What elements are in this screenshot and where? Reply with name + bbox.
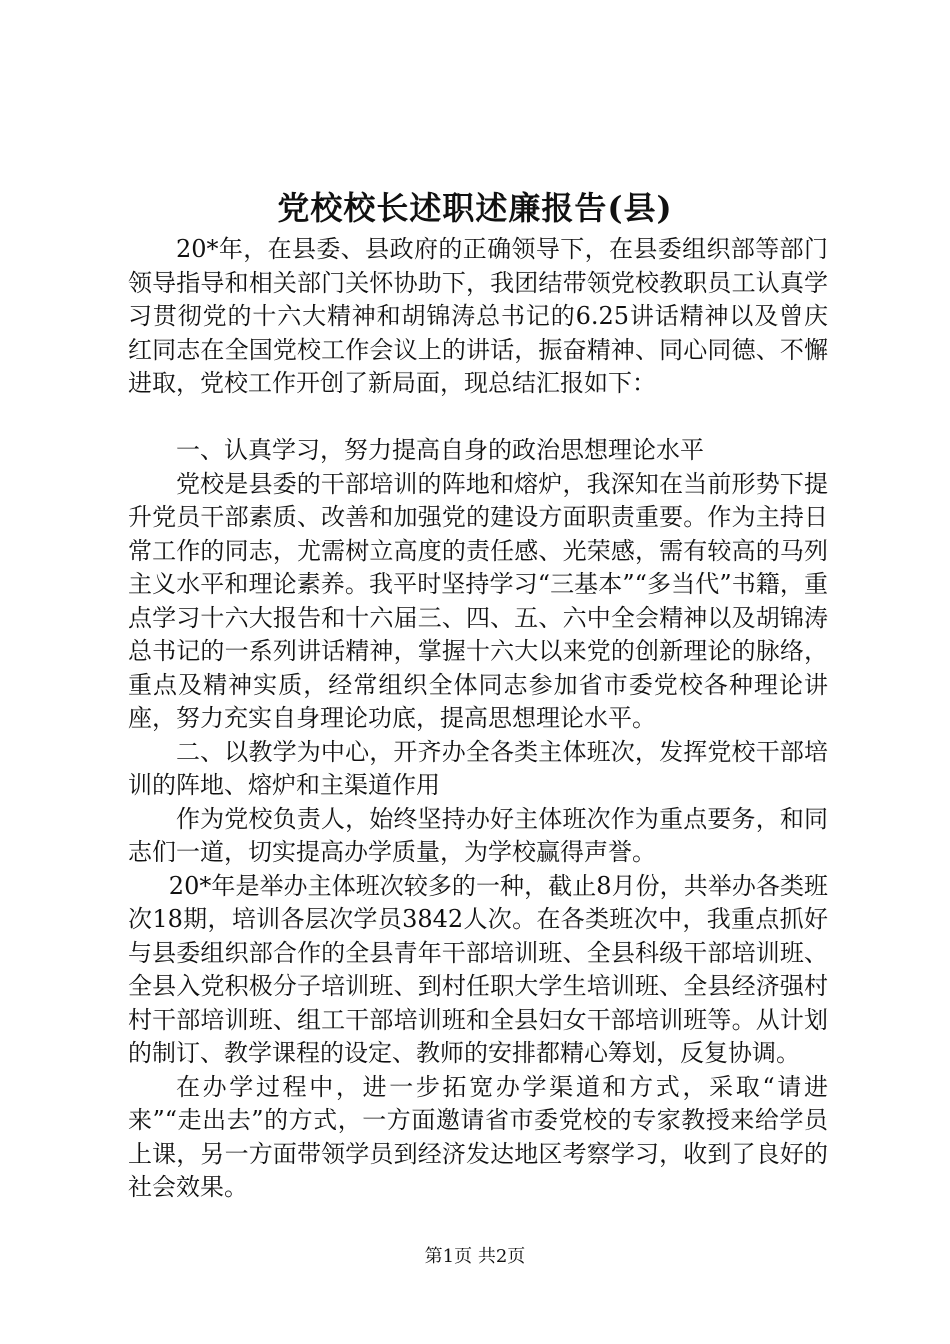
section-2-paragraph-1: 作为党校负责人，始终坚持办好主体班次作为重点要务，和同志们一道，切实提高办学质量，为学校赢得声誉。	[128, 804, 828, 866]
section-heading-2: 二、以教学为中心，开齐办全各类主体班次，发挥党校干部培训的阵地、熔炉和主渠道作用	[128, 737, 828, 799]
page-number-footer: 第1页 共2页	[424, 1246, 526, 1267]
intro-paragraph: 20*年，在县委、县政府的正确领导下，在县委组织部等部门领导指导和相关部门关怀协助下，我团结带领党校教职员工认真学习贯彻党的十六大精神和胡锦涛总书记的6.25讲话精神以及曾庆红同志在全国党校工作会议上的讲话，振奋精神、同心同德、不懈进取，党校工作开创了新局面，现总结汇报如下：	[128, 235, 828, 397]
document-body	[128, 233, 828, 1205]
document-title: 党校校长述职述廉报告(县)	[277, 189, 673, 227]
section-1-paragraph: 党校是县委的干部培训的阵地和熔炉，我深知在当前形势下提升党员干部素质、改善和加强党的建设方面职责重要。作为主持日常工作的同志，尤需树立高度的责任感、光荣感，需有较高的马列主义水平和理论素养。我平时坚持学习“三基本”“多当代”书籍，重点学习十六大报告和十六届三、四、五、六中全会精神以及胡锦涛总书记的一系列讲话精神，掌握十六大以来党的创新理论的脉络，重点及精神实质，经常组织全体同志参加省市委党校各种理论讲座，努力充实自身理论功底，提高思想理论水平。	[128, 469, 828, 732]
section-heading-1: 一、认真学习，努力提高自身的政治思想理论水平	[176, 436, 704, 464]
section-2-paragraph-3: 在办学过程中，进一步拓宽办学渠道和方式，采取“请进来”“走出去”的方式，一方面邀请省市委党校的专家教授来给学员上课，另一方面带领学员到经济发达地区考察学习，收到了良好的社会效果。	[128, 1072, 828, 1201]
section-2-paragraph-2: 20*年是举办主体班次较多的一种，截止8月份，共举办各类班次18期，培训各层次学员3842人次。在各类班次中，我重点抓好与县委组织部合作的全县青年干部培训班、全县科级干部培训班、全县入党积极分子培训班、到村任职大学生培训班、全县经济强村村干部培训班、组工干部培训班和全县妇女干部培训班等。从计划的制订、教学课程的设定、教师的安排都精心筹划，反复协调。	[128, 871, 828, 1067]
